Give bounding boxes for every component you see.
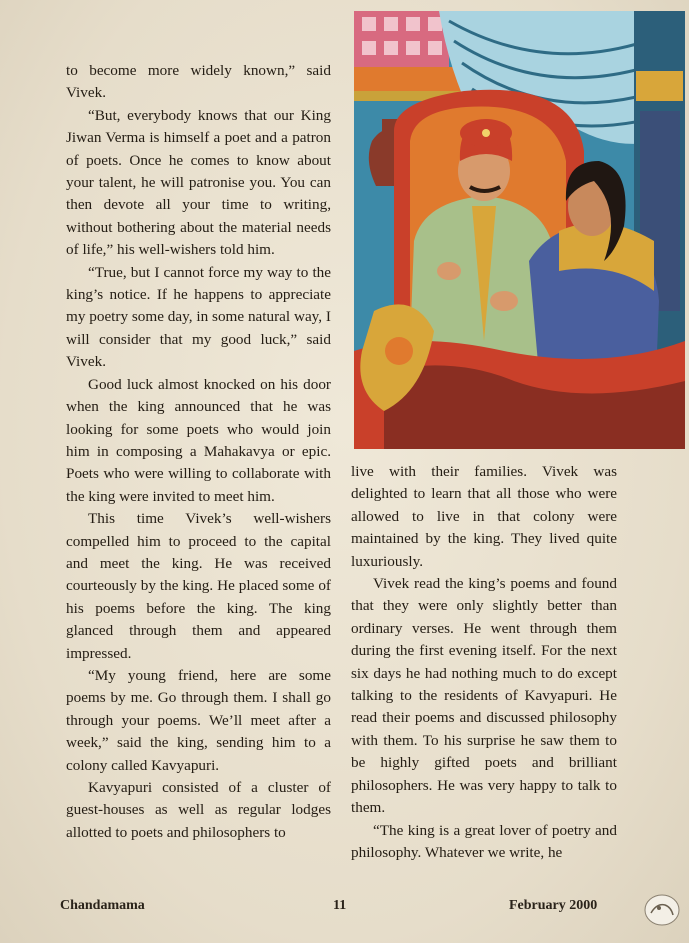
footer-date: February 2000 [509, 898, 598, 913]
paragraph: “The king is a great lover of poetry and philosophy. Whatever we write, he [351, 821, 617, 861]
paragraph: Good luck almost knocked on his door when the king announced that he was looking for some poets who would join him in composing a Mahakavya or epic. Poets who were willing to collaborate with the king were invited to meet him. [66, 375, 331, 505]
paragraph: “True, but I cannot force my way to the king’s notice. If he happens to appreciate my poetry some day, in some natural way, I will consider that my good luck,” said Vivek. [66, 263, 331, 371]
footer-page-number: 11 [333, 898, 347, 913]
paragraph: to become more widely known,” said Vivek. [66, 62, 331, 102]
publisher-logo-icon [643, 893, 681, 927]
footer-magazine-name: Chandamama [60, 898, 145, 913]
paragraph: “But, everybody knows that our King Jiwan Verma is himself a poet and a patron of poets. Once he comes to know about your talent, he will patronise you. You can then devote all your time to writing, without bothering about the material needs of life,” his well-wishers told him. [66, 106, 331, 259]
article-column-left [66, 60, 331, 844]
paragraph: “My young friend, here are some poems by me. Go through them. I shall go through your poems. We’ll meet after a week,” said the king, sending him to a colony called Kavyapuri. [66, 666, 331, 774]
paragraph: Kavyapuri consisted of a cluster of guest-houses as well as regular lodges allotted to poets and philosophers to [66, 779, 331, 841]
paragraph: This time Vivek’s well-wishers compelled him to proceed to the capital and meet the king. He was received courteously by the king. He placed some of his poems before the king. The king glanced through them and appeared impressed. [66, 510, 331, 662]
paragraph: live with their families. Vivek was delighted to learn that all those who were allowed to live in that colony were maintained by the king. They lived quite luxuriously. [351, 463, 617, 570]
article-column-right [351, 461, 617, 864]
paragraph: Vivek read the king’s poems and found that they were only slightly better than ordinary verses. He went through them during the first evening itself. For the next six days he had nothing much to do except talking to the residents of Kavyapuri. He read their poems and discussed philosophy with them. To his surprise he saw them to be highly gifted poets and brilliant philosophers. He was very happy to talk to them. [351, 575, 617, 817]
story-illustration [354, 11, 685, 449]
